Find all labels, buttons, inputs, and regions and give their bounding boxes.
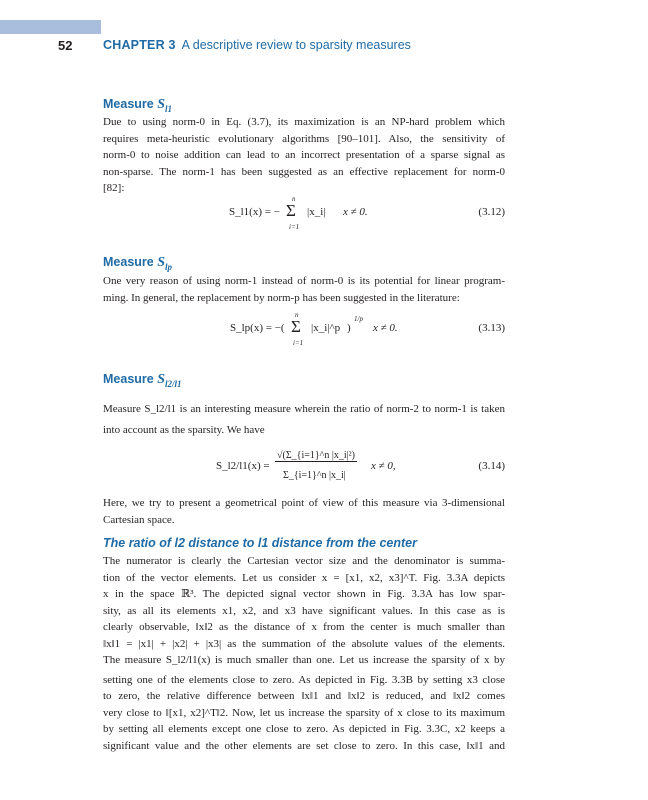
- closing-paren: ): [347, 322, 351, 334]
- paragraph-ratio: [103, 553, 505, 754]
- equation-3-14: [103, 448, 505, 492]
- equation-3-12: [103, 196, 505, 236]
- text-line: to zero, the relative difference between ‖x‖1 and ‖x‖2 is reduced, and ‖x‖2 comes: [103, 690, 505, 702]
- equation-lhs: S_l1(x) = −: [229, 206, 280, 218]
- equation-number: (3.14): [478, 460, 505, 472]
- heading-symbol: [157, 97, 172, 112]
- symbol-subscript: l1: [165, 103, 173, 114]
- text-line: [82]:: [103, 182, 125, 194]
- text-line: setting one of the elements close to zero. As depicted in Fig. 3.3B by setting x3 close: [103, 673, 505, 686]
- running-header: [0, 38, 648, 56]
- heading-prefix: Measure: [103, 372, 154, 386]
- paragraph-lp: [103, 273, 505, 306]
- text-line: x in the space ℝ³. The depicted signal vector shown in Fig. 3.3A has low spar-: [103, 588, 505, 600]
- equation-lhs: S_lp(x) = −(: [230, 322, 285, 334]
- chapter-color-bar: [0, 20, 101, 34]
- text-line: non-sparse. The norm-1 has been suggested as an effective replacement for norm-0: [103, 165, 505, 178]
- equation-condition: x ≠ 0.: [373, 322, 398, 334]
- text-line: Measure S_l2/l1 is an interesting measure wherein the ratio of norm-2 to norm-1 is taken: [103, 403, 505, 415]
- equation-3-13: [103, 312, 505, 352]
- equation-number: (3.13): [478, 322, 505, 334]
- paragraph-after-3-14: [103, 495, 505, 528]
- text-line: very close to ‖[x1, x2]^T‖2. Now, let us increase the sparsity of x close to its maximum: [103, 706, 505, 719]
- text-line: sity, as all its elements x1, x2, and x3 have significant values. In this case as is: [103, 604, 505, 617]
- chapter-heading: [103, 38, 411, 52]
- outer-exponent: 1/p: [354, 315, 363, 323]
- symbol-letter: S: [157, 255, 166, 270]
- text-line: Due to using norm-0 in Eq. (3.7), its maximization is an NP-hard problem which: [103, 116, 505, 128]
- text-line: tion of the vector elements. Let us consider x = [x1, x2, x3]^T. Fig. 3.3A depicts: [103, 571, 505, 584]
- text-line: Cartesian space.: [103, 513, 175, 526]
- text-line: ‖x‖1 = |x1| + |x2| + |x3| as the summation of the absolute values of the elements.: [103, 637, 505, 650]
- page-number: 52: [58, 38, 73, 53]
- text-line: One very reason of using norm-1 instead of norm-0 is its potential for linear program-: [103, 275, 505, 287]
- sum-lower: i=1: [289, 223, 300, 231]
- fraction-denominator: Σ_{i=1}^n |x_i|: [283, 470, 346, 481]
- text-line: requires meta-heuristic evolutionary algorithms [90–101]. Also, the sensitivity of: [103, 132, 505, 145]
- subsection-heading: The ratio of l2 distance to l1 distance from the center: [103, 536, 417, 550]
- symbol-subscript: l2/l1: [165, 378, 182, 389]
- sum-term: |x_i|: [307, 206, 326, 218]
- sum-term: |x_i|^p: [311, 322, 341, 334]
- text-line: significant value and the other elements are set close to zero. In this case, ‖x‖1 and: [103, 739, 505, 752]
- paragraph-l1: [103, 114, 505, 197]
- sum-lower: i=1: [293, 339, 304, 347]
- heading-prefix: Measure: [103, 255, 154, 269]
- fraction-numerator: √(Σ_{i=1}^n |x_i|²): [277, 450, 355, 461]
- text-line: clearly observable, ‖x‖2 as the distance of x from the center is much smaller than: [103, 621, 505, 633]
- section-heading-l2-l1: [103, 372, 182, 389]
- symbol-letter: S: [157, 97, 166, 112]
- text-line: ming. In general, the replacement by norm-p has been suggested in the literature:: [103, 291, 460, 304]
- text-line: by setting all elements except one close to zero. As depicted in Fig. 3.3C, x2 keeps a: [103, 723, 505, 735]
- chapter-label: CHAPTER 3: [103, 38, 176, 52]
- text-line: The numerator is clearly the Cartesian vector size and the denominator is summa-: [103, 555, 505, 567]
- equation-condition: x ≠ 0.: [343, 206, 368, 218]
- sigma-symbol: Σ: [291, 317, 301, 336]
- equation-number: (3.12): [478, 206, 505, 218]
- section-heading-lp: [103, 255, 172, 272]
- equation-condition: x ≠ 0,: [371, 460, 396, 472]
- chapter-title: A descriptive review to sparsity measures: [181, 38, 411, 52]
- section-heading-l1: [103, 97, 172, 114]
- symbol-letter: S: [157, 372, 166, 387]
- text-line: into account as the sparsity. We have: [103, 423, 265, 436]
- sum-upper: n: [292, 195, 296, 203]
- paragraph-l2-l1: [103, 401, 505, 438]
- heading-prefix: Measure: [103, 97, 154, 111]
- text-line: norm-0 to noise addition can lead to an incorrect presentation of a sparse signal as: [103, 149, 505, 161]
- sigma-symbol: Σ: [286, 201, 296, 220]
- heading-symbol: [157, 372, 181, 387]
- symbol-subscript: lp: [165, 261, 173, 272]
- text-line: The measure S_l2/l1(x) is much smaller than one. Let us increase the sparsity of x by: [103, 654, 505, 666]
- equation-lhs: S_l2/l1(x) =: [216, 460, 270, 472]
- sum-upper: n: [295, 311, 299, 319]
- heading-symbol: [157, 255, 172, 270]
- text-line: Here, we try to present a geometrical point of view of this measure via 3-dimensional: [103, 497, 505, 509]
